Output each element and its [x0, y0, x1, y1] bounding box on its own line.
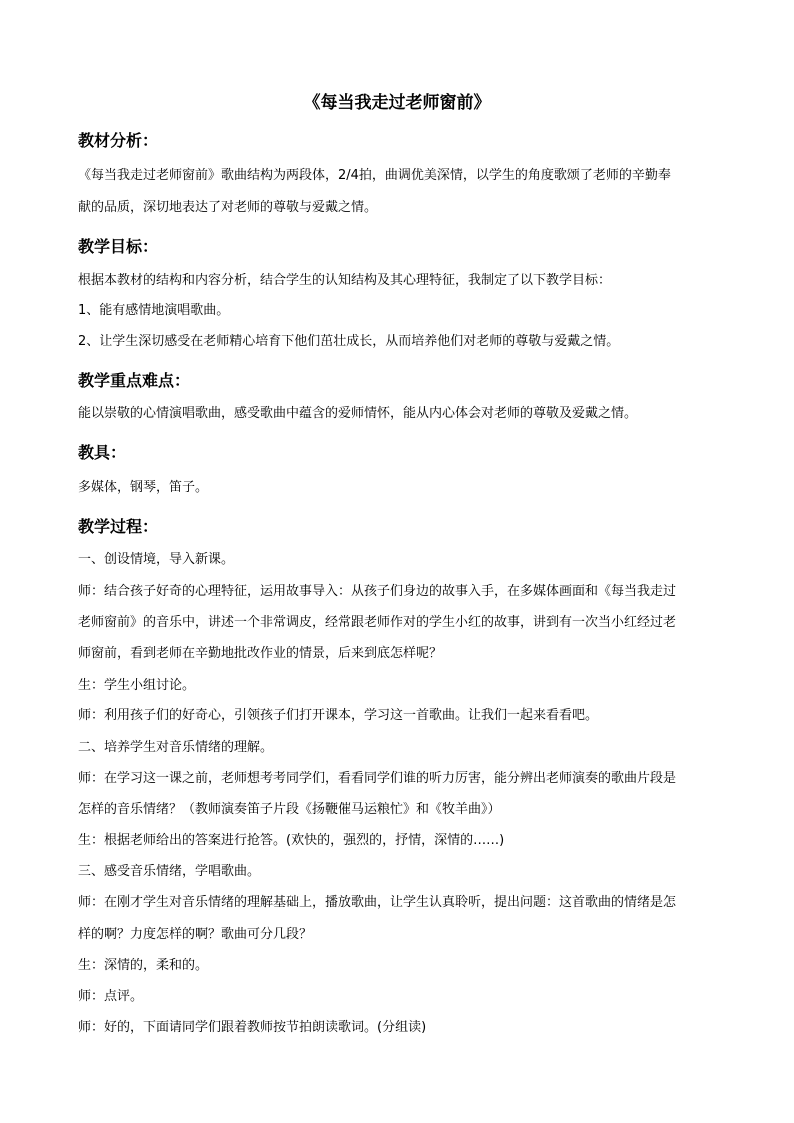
process-line-9: 怎样的音乐情绪？（教师演奏笛子片段《扬鞭催马运粮忙》和《牧羊曲》） [78, 802, 501, 817]
process-line-2: 师：结合孩子好奇的心理特征，运用故事导入：从孩子们身边的故事入手，在多媒体画面和《每当我走过 [78, 584, 677, 599]
heading-tools: 教具： [78, 443, 127, 462]
process-line-12: 师：在刚才学生对音乐情绪的理解基础上，播放歌曲，让学生认真聆听，提出问题：这首歌曲的情绪是怎 [78, 895, 677, 910]
process-line-6: 师：利用孩子们的好奇心，引领孩子们打开课本，学习这一首歌曲。让我们一起来看看吧。 [78, 708, 599, 723]
heading-goals: 教学目标： [78, 237, 159, 256]
process-line-15: 师：点评。 [78, 989, 144, 1004]
process-line-16: 师：好的，下面请同学们跟着教师按节拍朗读歌词。(分组读) [78, 1020, 427, 1035]
heading-analysis: 教材分析： [78, 131, 159, 150]
heading-keypoints: 教学重点难点： [78, 371, 191, 390]
tools-line-1: 多媒体，钢琴，笛子。 [78, 480, 209, 495]
analysis-line-2: 献的品质，深切地表达了对老师的尊敬与爱戴之情。 [78, 200, 378, 215]
process-line-8: 师：在学习这一课之前，老师想考考同学们，看看同学们谁的听力厉害，能分辨出老师演奏的歌曲片段是 [78, 771, 677, 786]
process-line-13: 样的啊？力度怎样的啊？歌曲可分几段？ [78, 927, 313, 942]
process-line-1: 一、创设情境，导入新课。 [78, 552, 235, 567]
goals-line-1: 根据本教材的结构和内容分析，结合学生的认知结构及其心理特征，我制定了以下教学目标： [78, 273, 612, 288]
goals-line-3: 2、让学生深切感受在老师精心培育下他们茁壮成长，从而培养他们对老师的尊敬与爱戴之情。 [78, 334, 620, 349]
process-line-14: 生：深情的，柔和的。 [78, 958, 209, 973]
keypoints-line-1: 能以崇敬的心情演唱歌曲，感受歌曲中蕴含的爱师情怀，能从内心体会对老师的尊敬及爱戴之情。 [78, 406, 638, 421]
analysis-line-1: 《每当我走过老师窗前》歌曲结构为两段体，2/4拍，曲调优美深情，以学生的角度歌颂了老师的辛勤奉 [78, 168, 671, 183]
document-title: 《每当我走过老师窗前》 [303, 93, 491, 113]
goals-line-2: 1、能有感情地演唱歌曲。 [78, 303, 230, 318]
process-line-10: 生：根据老师给出的答案进行抢答。(欢快的，强烈的，抒情，深情的……) [78, 833, 505, 848]
process-line-11: 三、感受音乐情绪，学唱歌曲。 [78, 864, 261, 879]
process-line-4: 师窗前，看到老师在辛勤地批改作业的情景，后来到底怎样呢？ [78, 646, 443, 661]
process-line-3: 老师窗前》的音乐中，讲述一个非常调皮，经常跟老师作对的学生小红的故事，讲到有一次当小红经过老 [78, 615, 677, 630]
heading-process: 教学过程： [78, 517, 159, 536]
process-line-7: 二、培养学生对音乐情绪的理解。 [78, 740, 274, 755]
process-line-5: 生：学生小组讨论。 [78, 678, 196, 693]
